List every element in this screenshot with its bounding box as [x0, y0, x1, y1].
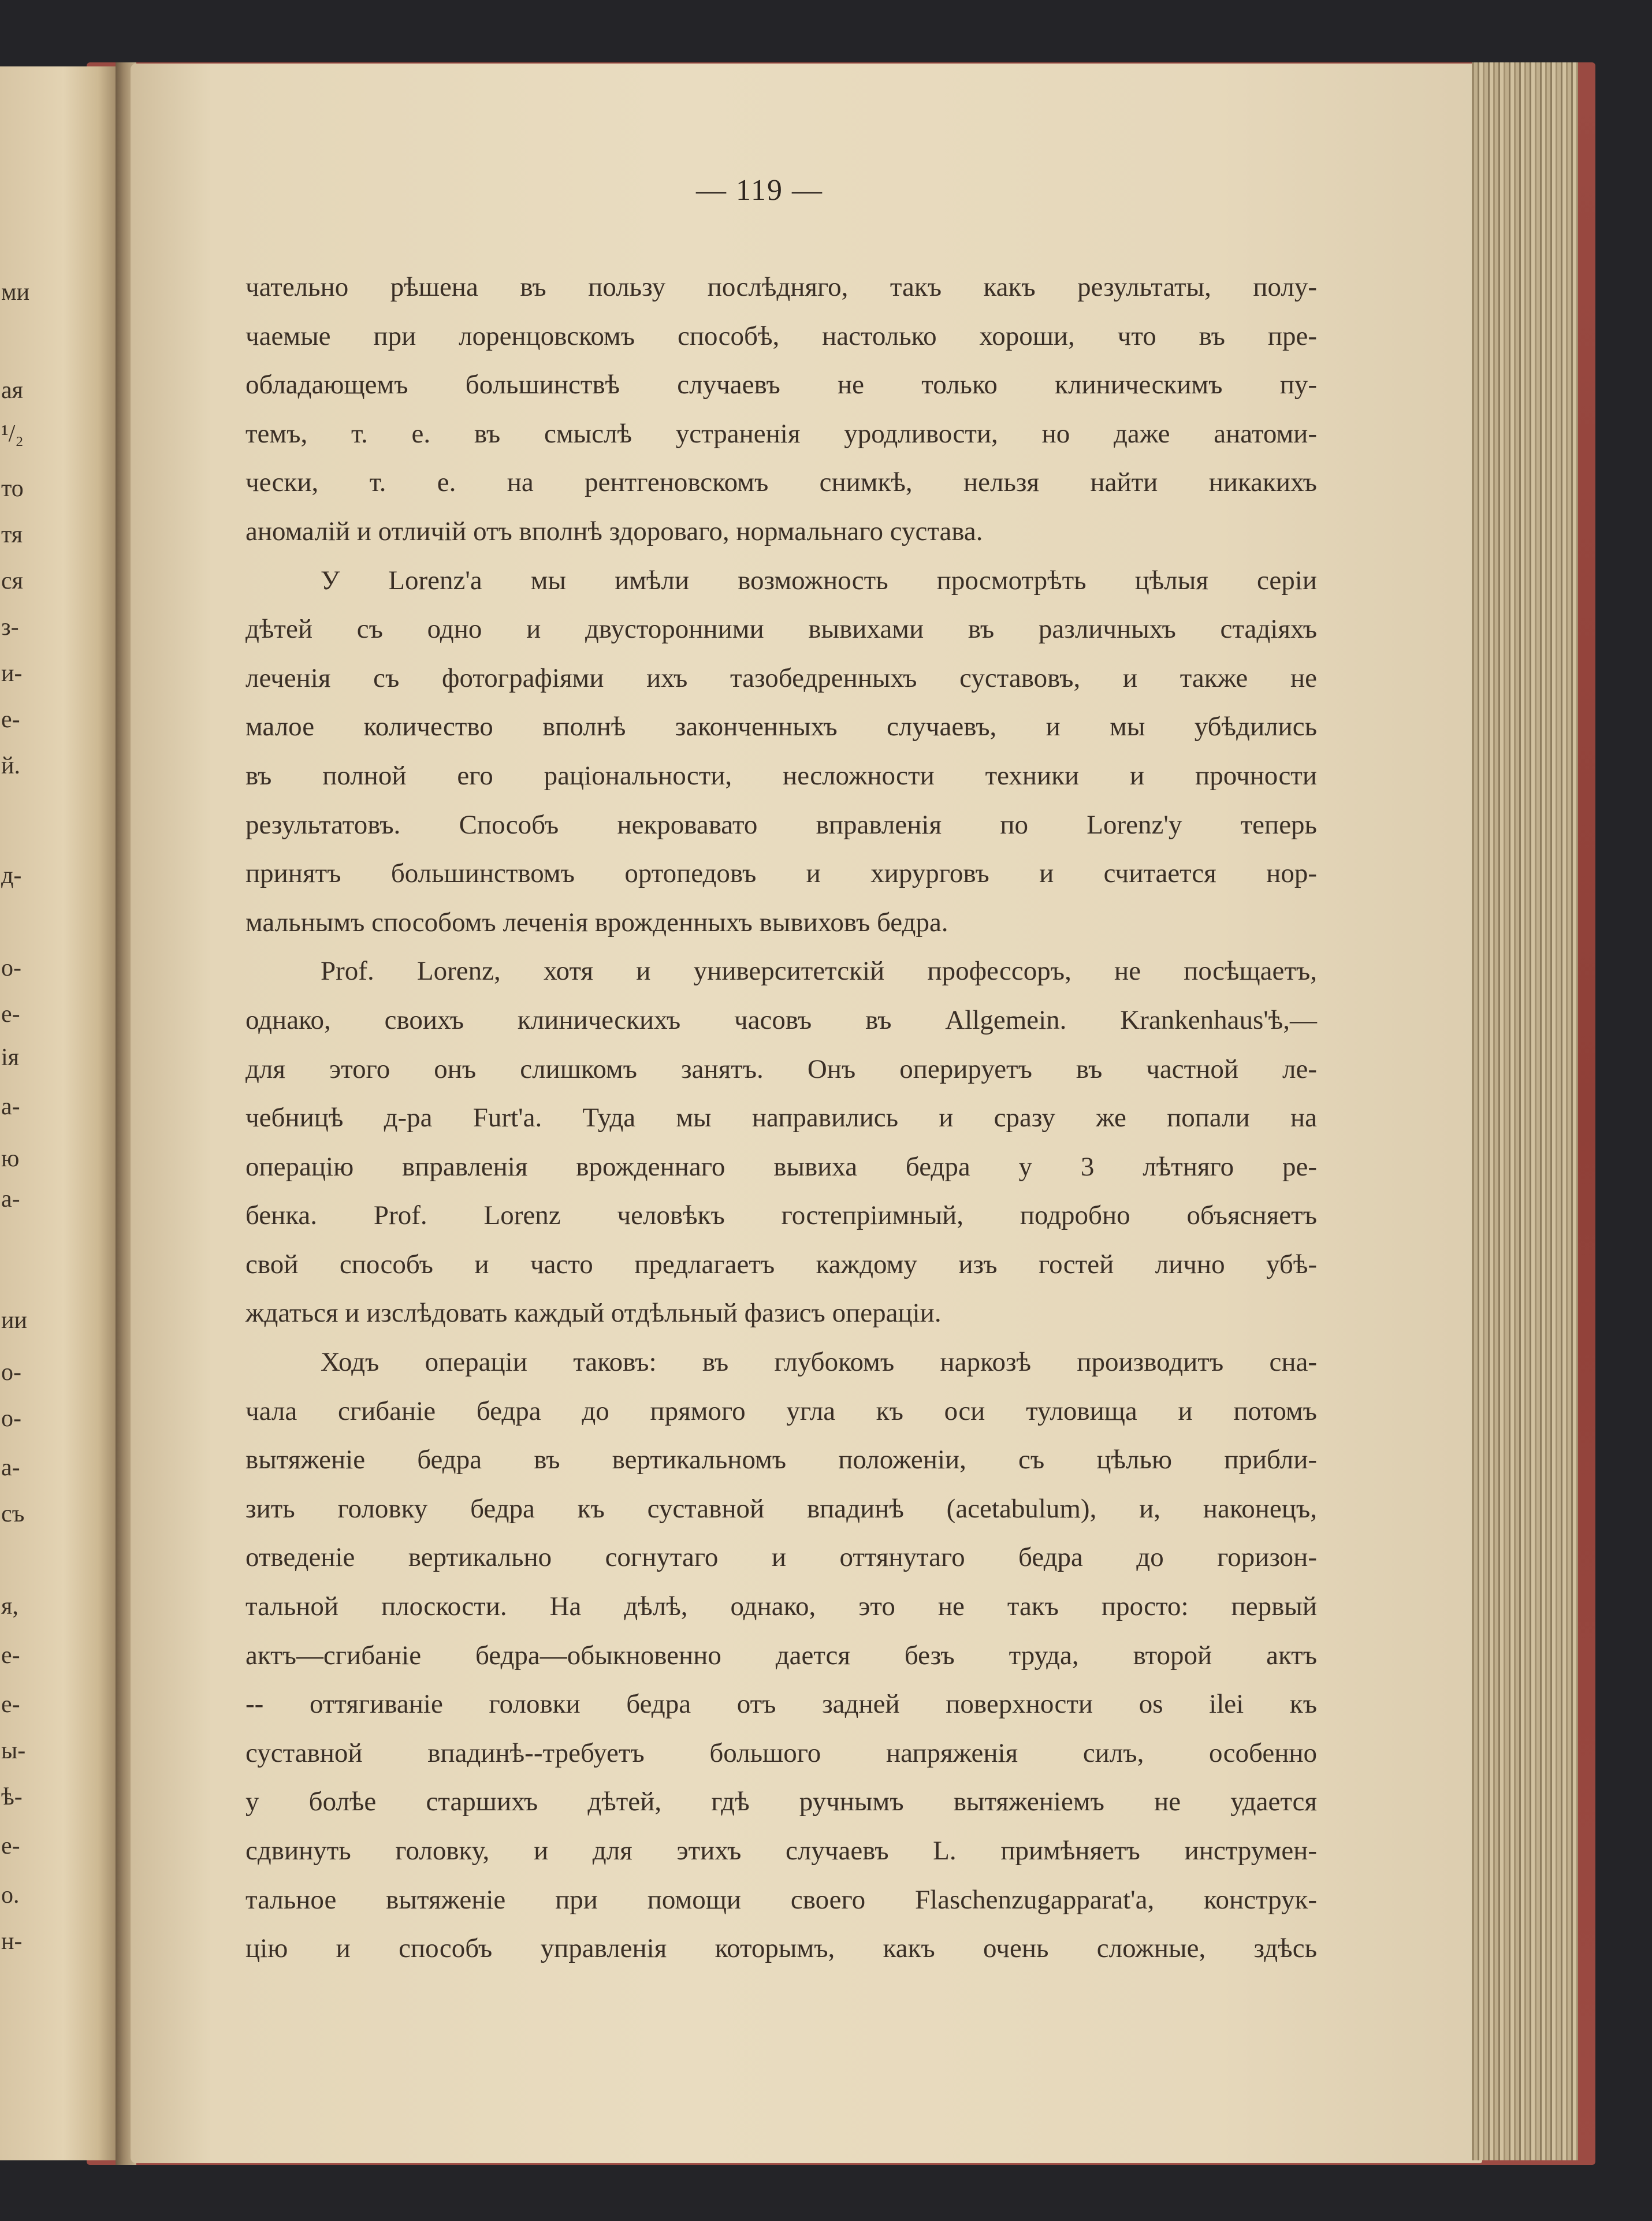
- left-page-fragment: ся: [1, 568, 23, 594]
- left-page-fragment: е-: [1, 1691, 20, 1718]
- page-number: — 119 —: [695, 174, 824, 207]
- left-page-fragment: а-: [1, 1454, 20, 1481]
- left-page-fragment: то: [1, 475, 24, 502]
- text-line: чаемые при лоренцовскомъ способѣ, настолько хороши, что въ пре-: [245, 321, 1317, 351]
- left-page-fragment: а-: [1, 1186, 20, 1212]
- text-line: однако, своихъ клиническихъ часовъ въ Allgemein. Krankenhaus'ѣ,—: [245, 1005, 1317, 1035]
- text-line: суставной впадинѣ--требуетъ большого напряженія силъ, особенно: [245, 1738, 1317, 1768]
- left-page-fragment: и-: [1, 660, 23, 687]
- left-page-fragment: о-: [1, 955, 21, 981]
- left-page-fragment: ю: [1, 1145, 20, 1172]
- text-line: принятъ большинствомъ ортопедовъ и хирурговъ и считается нор-: [245, 858, 1317, 889]
- left-page-fragment: ми: [1, 279, 30, 306]
- text-line: зить головку бедра къ суставной впадинѣ (acetabulum), и, наконецъ,: [245, 1493, 1317, 1524]
- text-line: у болѣе старшихъ дѣтей, гдѣ ручнымъ вытяженіемъ не удается: [245, 1787, 1317, 1817]
- text-line: Prof. Lorenz, хотя и университетскій профессоръ, не посѣщаетъ,: [321, 956, 1317, 987]
- left-page-fragment: о-: [1, 1405, 21, 1432]
- text-line: темъ, т. е. въ смыслѣ устраненія уродливости, но даже анатоми-: [245, 418, 1317, 449]
- left-page-fragment: н-: [1, 1928, 23, 1955]
- left-page-fragment: ии: [1, 1307, 27, 1334]
- text-line: Ходъ операціи таковъ: въ глубокомъ наркозѣ производитъ сна-: [321, 1347, 1317, 1378]
- left-page-fragment: е-: [1, 1833, 20, 1859]
- left-page-fragment: о-: [1, 1359, 21, 1386]
- text-line: актъ—сгибаніе бедра—обыкновенно дается безъ труда, второй актъ: [245, 1640, 1317, 1671]
- page-body-text: [245, 263, 1317, 1973]
- text-line: аномалій и отличій отъ вполнѣ здороваго, нормальнаго сустава.: [245, 516, 983, 546]
- left-page-fragment: я,: [1, 1593, 18, 1620]
- text-line: -- оттягиваніе головки бедра отъ задней поверхности os ilei къ: [245, 1689, 1317, 1720]
- text-line: отведеніе вертикально согнутаго и оттянутаго бедра до горизон-: [245, 1542, 1317, 1573]
- text-line: свой способъ и часто предлагаетъ каждому изъ гостей лично убѣ-: [245, 1249, 1317, 1279]
- text-line: операцію вправленія врожденнаго вывиха бедра у 3 лѣтняго ре-: [245, 1151, 1317, 1182]
- text-line: дѣтей съ одно и двусторонними вывихами въ различныхъ стадіяхъ: [245, 614, 1317, 645]
- text-line: въ полной его раціональности, несложности техники и прочности: [245, 760, 1317, 791]
- text-line: чебницѣ д-ра Furt'а. Туда мы направились и сразу же попали на: [245, 1103, 1317, 1133]
- left-page-fragment: съ: [1, 1501, 25, 1527]
- left-page-fragment: е-: [1, 1642, 20, 1669]
- left-page-fragment: ѣ-: [1, 1784, 23, 1810]
- left-page-fragment: ы-: [1, 1738, 26, 1764]
- left-page-fragment: о.: [1, 1882, 20, 1909]
- text-line: тальной плоскости. На дѣлѣ, однако, это не такъ просто: первый: [245, 1591, 1317, 1622]
- left-page-fragment: й.: [1, 753, 20, 779]
- left-page-fragment: ¹/₂: [1, 421, 24, 447]
- left-page-fragment: з-: [1, 614, 19, 641]
- text-line: мальнымъ способомъ леченія врожденныхъ вывиховъ бедра.: [245, 907, 948, 937]
- left-page-fragment: е-: [1, 1001, 20, 1028]
- text-line: ждаться и изслѣдовать каждый отдѣльный фазисъ операціи.: [245, 1298, 942, 1329]
- left-page-fragment: тя: [1, 522, 23, 548]
- text-line: чески, т. е. на рентгеновскомъ снимкѣ, нельзя найти никакихъ: [245, 467, 1317, 498]
- left-page-fragment: ія: [1, 1044, 19, 1071]
- left-page-fragment: ая: [1, 377, 23, 404]
- left-page: [0, 66, 116, 2160]
- text-line: результатовъ. Способъ некровавато вправленія по Lorenz'у теперь: [245, 809, 1317, 840]
- text-line: обладающемъ большинствѣ случаевъ не только клиническимъ пу-: [245, 370, 1317, 400]
- text-line: леченія съ фотографіями ихъ тазобедренныхъ суставовъ, и также не: [245, 663, 1317, 693]
- left-page-fragment: а-: [1, 1093, 20, 1120]
- text-line: бенка. Prof. Lorenz человѣкъ гостепріимный, подробно объясняетъ: [245, 1200, 1317, 1231]
- left-page-fragment: е-: [1, 706, 20, 733]
- text-line: малое количество вполнѣ законченныхъ случаевъ, и мы убѣдились: [245, 712, 1317, 742]
- left-page-fragment: д-: [1, 862, 22, 889]
- text-line: чала сгибаніе бедра до прямого угла къ оси туловища и потомъ: [245, 1396, 1317, 1426]
- text-line: тальное вытяженіе при помощи своего Flaschenzugapparat'а, конструк-: [245, 1884, 1317, 1915]
- text-line: сдвинуть головку, и для этихъ случаевъ L. примѣняетъ инструмен-: [245, 1836, 1317, 1866]
- text-line: У Lorenz'а мы имѣли возможность просмотрѣть цѣлыя серіи: [321, 565, 1317, 596]
- text-line: чательно рѣшена въ пользу послѣдняго, такъ какъ результаты, полу-: [245, 272, 1317, 302]
- text-line: для этого онъ слишкомъ занятъ. Онъ оперируетъ въ частной ле-: [245, 1054, 1317, 1084]
- text-line: вытяженіе бедра въ вертикальномъ положеніи, съ цѣлью прибли-: [245, 1445, 1317, 1475]
- page-edges: [1472, 62, 1578, 2160]
- text-line: цію и способъ управленія которымъ, какъ очень сложные, здѣсь: [245, 1933, 1317, 1964]
